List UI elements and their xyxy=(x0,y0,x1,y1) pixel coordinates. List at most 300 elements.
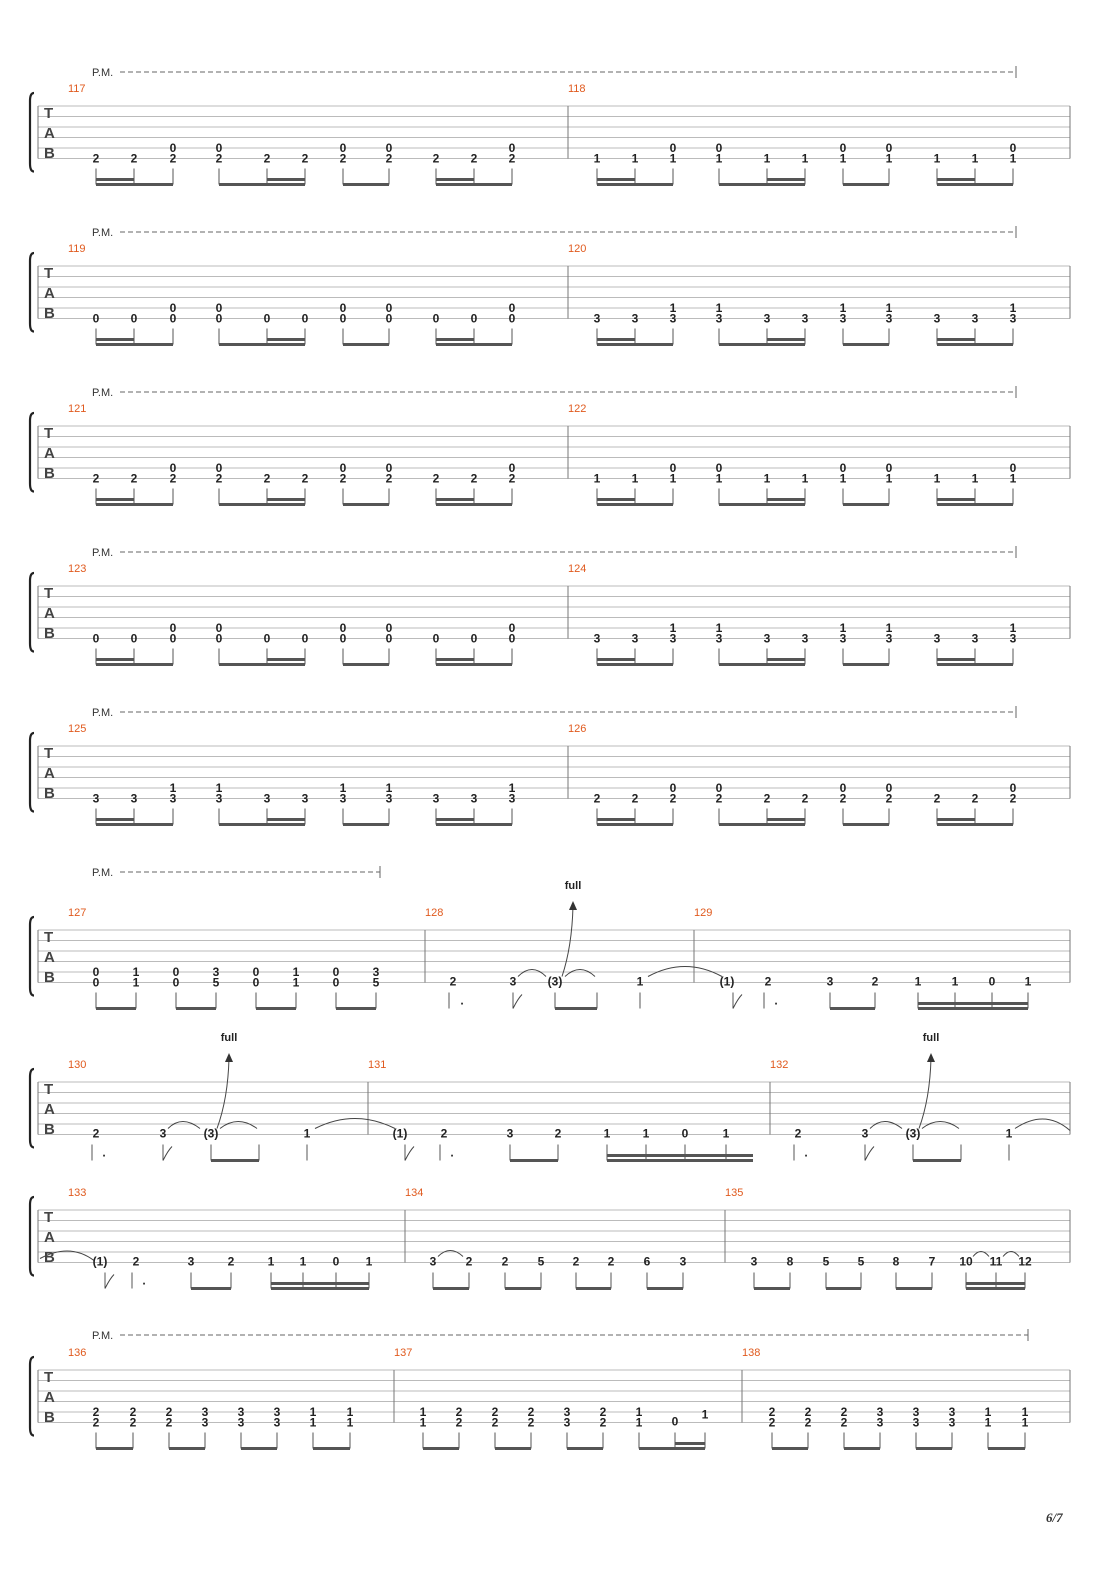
tab-clef-t: T xyxy=(44,425,54,442)
fret-number: 2 xyxy=(455,1405,463,1419)
tab-clef-b: B xyxy=(44,1249,55,1266)
fret-number: 3 xyxy=(301,791,309,806)
fret-number: 3 xyxy=(432,791,440,806)
fret-number: 2 xyxy=(554,1126,562,1141)
fret-number: 2 xyxy=(92,1126,100,1141)
tab-clef-a: A xyxy=(44,445,55,462)
fret-number: 0 xyxy=(252,975,260,990)
fret-number: 0 xyxy=(339,301,347,315)
fret-number: 0 xyxy=(169,301,177,315)
fret-number: 0 xyxy=(339,631,347,646)
tab-clef-a: A xyxy=(44,949,55,966)
measure-number: 136 xyxy=(68,1347,87,1359)
fret-number: 2 xyxy=(227,1254,235,1269)
fret-number: 5 xyxy=(372,975,380,990)
measure-number: 129 xyxy=(694,907,713,919)
fret-number: 0 xyxy=(92,975,100,990)
tab-clef-a: A xyxy=(44,1229,55,1246)
fret-number: 2 xyxy=(764,974,772,989)
fret-number: 2 xyxy=(840,1415,848,1430)
fret-number: 2 xyxy=(263,471,271,486)
fret-number: 0 xyxy=(339,311,347,326)
fret-number: 0 xyxy=(1009,781,1017,795)
fret-number: 1 xyxy=(885,301,893,315)
fret-number: 1 xyxy=(169,781,177,795)
fret-number: 2 xyxy=(768,1405,776,1419)
fret-number: 2 xyxy=(593,791,601,806)
fret-number: 2 xyxy=(165,1405,173,1419)
fret-number: 1 xyxy=(669,301,677,315)
tab-clef-a: A xyxy=(44,1101,55,1118)
fret-number: 1 xyxy=(636,974,644,989)
fret-number: 0 xyxy=(715,141,723,155)
staff-brace xyxy=(30,1069,34,1148)
dot: . xyxy=(102,1145,106,1160)
fret-number: 2 xyxy=(130,471,138,486)
fret-number: 0 xyxy=(339,461,347,475)
fret-number: 3 xyxy=(826,974,834,989)
bend-arrow xyxy=(927,1053,935,1062)
tab-clef-b: B xyxy=(44,305,55,322)
tab-clef-a: A xyxy=(44,605,55,622)
fret-number: 2 xyxy=(432,471,440,486)
fret-number: 1 xyxy=(1005,1126,1013,1141)
fret-number: 3 xyxy=(509,974,517,989)
fret-number: 0 xyxy=(385,461,393,475)
fret-number: 3 xyxy=(876,1405,884,1419)
fret-number: 3 xyxy=(750,1254,758,1269)
fret-number: 1 xyxy=(593,151,601,166)
measure-number: 117 xyxy=(68,83,86,95)
tab-clef-b: B xyxy=(44,625,55,642)
fret-number: 0 xyxy=(885,781,893,795)
fret-number: 0 xyxy=(470,631,478,646)
fret-number: 1 xyxy=(419,1415,427,1430)
measure-number: 132 xyxy=(770,1059,789,1071)
fret-number: 0 xyxy=(169,621,177,635)
fret-number: 2 xyxy=(130,151,138,166)
fret-number: 2 xyxy=(465,1254,473,1269)
fret-number: 2 xyxy=(669,791,677,806)
palm-mute-label: P.M. xyxy=(92,227,114,239)
fret-number: 1 xyxy=(715,471,723,486)
fret-number: 0 xyxy=(332,1254,340,1269)
fret-number: 0 xyxy=(385,631,393,646)
fret-number: 1 xyxy=(1009,301,1017,315)
fret-number: 0 xyxy=(215,301,223,315)
fret-number: 0 xyxy=(215,631,223,646)
fret-number: 2 xyxy=(885,791,893,806)
fret-number: 0 xyxy=(172,975,180,990)
tie xyxy=(1015,1119,1070,1131)
tab-clef-a: A xyxy=(44,285,55,302)
fret-number: 2 xyxy=(92,471,100,486)
fret-number: 1 xyxy=(267,1254,275,1269)
dot: . xyxy=(774,993,778,1008)
fret-number: 1 xyxy=(303,1126,311,1141)
fret-number: 0 xyxy=(130,311,138,326)
fret-number: 0 xyxy=(172,965,180,979)
fret-number: 0 xyxy=(508,141,516,155)
fret-number: 1 xyxy=(508,781,516,795)
fret-number: 0 xyxy=(339,141,347,155)
fret-number: 3 xyxy=(429,1254,437,1269)
fret-number: 3 xyxy=(971,631,979,646)
fret-number: 2 xyxy=(871,974,879,989)
measure-number: 121 xyxy=(68,403,87,415)
fret-number: 2 xyxy=(165,1415,173,1430)
tab-clef-t: T xyxy=(44,745,54,762)
tab-clef-t: T xyxy=(44,1369,54,1386)
fret-number: 3 xyxy=(508,791,516,806)
fret-number: 1 xyxy=(642,1126,650,1141)
measure-number: 137 xyxy=(394,1347,413,1359)
fret-number: 3 xyxy=(563,1405,571,1419)
bend-label: full xyxy=(564,880,582,892)
tab-clef-t: T xyxy=(44,929,54,946)
fret-number: 3 xyxy=(339,791,347,806)
fret-number: 1 xyxy=(215,781,223,795)
fret-number: 0 xyxy=(1009,141,1017,155)
fret-number: 2 xyxy=(470,471,478,486)
fret-number: 2 xyxy=(455,1415,463,1430)
fret-number: 2 xyxy=(840,1405,848,1419)
bend-label: full xyxy=(220,1032,238,1044)
fret-number: 2 xyxy=(169,151,177,166)
fret-number: 3 xyxy=(715,311,723,326)
fret-number: 2 xyxy=(599,1405,607,1419)
fret-number: 0 xyxy=(339,621,347,635)
fret-number: 2 xyxy=(491,1405,499,1419)
page-number: 6/7 xyxy=(1046,1510,1063,1525)
fret-number: 1 xyxy=(971,471,979,486)
fret-number: 3 xyxy=(971,311,979,326)
fret-number: 0 xyxy=(839,461,847,475)
tab-clef-t: T xyxy=(44,1081,54,1098)
tab-clef-t: T xyxy=(44,105,54,122)
fret-number: 0 xyxy=(92,965,100,979)
fret-number: 1 xyxy=(984,1405,992,1419)
tie xyxy=(518,970,546,977)
fret-number: 2 xyxy=(839,791,847,806)
fret-number: 1 xyxy=(839,471,847,486)
fret-number: 3 xyxy=(169,791,177,806)
fret-number: 1 xyxy=(839,621,847,635)
fret-number: 3 xyxy=(679,1254,687,1269)
fret-number: 3 xyxy=(1009,631,1017,646)
fret-number: 2 xyxy=(385,151,393,166)
fret-number: 11 xyxy=(989,1254,1003,1269)
fret-number: 0 xyxy=(385,621,393,635)
fret-number: 0 xyxy=(215,621,223,635)
fret-number: 1 xyxy=(309,1415,317,1430)
fret-number: 3 xyxy=(839,631,847,646)
fret-number: 2 xyxy=(971,791,979,806)
fret-number: 0 xyxy=(669,141,677,155)
bend-curve xyxy=(919,1058,931,1129)
tab-clef-a: A xyxy=(44,125,55,142)
fret-number: 10 xyxy=(959,1254,973,1269)
fret-number: 1 xyxy=(365,1254,373,1269)
fret-number: 0 xyxy=(215,461,223,475)
fret-number: 3 xyxy=(159,1126,167,1141)
fret-number: 0 xyxy=(508,631,516,646)
fret-number: 0 xyxy=(508,311,516,326)
fret-number: 1 xyxy=(933,151,941,166)
tab-clef-b: B xyxy=(44,1409,55,1426)
fret-number: 3 xyxy=(763,631,771,646)
fret-number: 3 xyxy=(1009,311,1017,326)
tie xyxy=(922,1122,959,1129)
tab-clef-a: A xyxy=(44,765,55,782)
dot: . xyxy=(450,1145,454,1160)
fret-number: 1 xyxy=(631,471,639,486)
fret-number: 1 xyxy=(763,471,771,486)
fret-number: 0 xyxy=(885,141,893,155)
fret-number: 2 xyxy=(470,151,478,166)
fret-number: 2 xyxy=(263,151,271,166)
fret-number: 2 xyxy=(129,1405,137,1419)
fret-number: 2 xyxy=(631,791,639,806)
fret-number: 2 xyxy=(92,1405,100,1419)
measure-number: 130 xyxy=(68,1059,87,1071)
tab-clef-t: T xyxy=(44,585,54,602)
fret-number: (3) xyxy=(203,1126,219,1141)
fret-number: (1) xyxy=(392,1126,408,1141)
fret-number: 3 xyxy=(801,631,809,646)
fret-number: 3 xyxy=(801,311,809,326)
fret-number: 3 xyxy=(631,631,639,646)
fret-number: 3 xyxy=(933,631,941,646)
fret-number: 2 xyxy=(301,471,309,486)
fret-number: 0 xyxy=(215,141,223,155)
fret-number: 1 xyxy=(132,975,140,990)
staff-brace xyxy=(30,917,34,996)
fret-number: 0 xyxy=(508,461,516,475)
fret-number: 0 xyxy=(263,311,271,326)
dot: . xyxy=(804,1145,808,1160)
fret-number: 2 xyxy=(339,151,347,166)
fret-number: 3 xyxy=(669,631,677,646)
fret-number: 3 xyxy=(237,1405,245,1419)
fret-number: 0 xyxy=(839,781,847,795)
staff-brace xyxy=(30,1197,34,1276)
measure-number: 126 xyxy=(568,723,587,735)
fret-number: 1 xyxy=(839,301,847,315)
fret-number: 0 xyxy=(130,631,138,646)
fret-number: 7 xyxy=(928,1254,936,1269)
bend-arrow xyxy=(569,901,577,910)
palm-mute-label: P.M. xyxy=(92,67,114,79)
measure-number: 123 xyxy=(68,563,87,575)
fret-number: 2 xyxy=(129,1415,137,1430)
fret-number: 1 xyxy=(885,621,893,635)
fret-number: 12 xyxy=(1018,1254,1032,1269)
fret-number: 1 xyxy=(346,1405,354,1419)
fret-number: 0 xyxy=(681,1126,689,1141)
fret-number: 1 xyxy=(292,965,300,979)
dot: . xyxy=(460,993,464,1008)
tie xyxy=(870,1122,902,1129)
fret-number: 1 xyxy=(299,1254,307,1269)
fret-number: (1) xyxy=(719,974,735,989)
fret-number: 1 xyxy=(339,781,347,795)
fret-number: 2 xyxy=(440,1126,448,1141)
fret-number: 5 xyxy=(537,1254,545,1269)
measure-number: 119 xyxy=(68,243,86,255)
measure-number: 122 xyxy=(568,403,587,415)
fret-number: 3 xyxy=(263,791,271,806)
fret-number: 0 xyxy=(252,965,260,979)
tie xyxy=(168,1122,200,1129)
fret-number: 1 xyxy=(309,1405,317,1419)
fret-number: 3 xyxy=(669,311,677,326)
fret-number: 3 xyxy=(92,791,100,806)
fret-number: 2 xyxy=(385,471,393,486)
palm-mute-label: P.M. xyxy=(92,867,114,879)
fret-number: 3 xyxy=(948,1415,956,1430)
staff-brace xyxy=(30,253,34,332)
fret-number: 0 xyxy=(332,965,340,979)
fret-number: 0 xyxy=(92,311,100,326)
fret-number: 0 xyxy=(385,141,393,155)
tab-clef-a: A xyxy=(44,1389,55,1406)
fret-number: 0 xyxy=(671,1414,679,1429)
flag xyxy=(513,995,522,1009)
fret-number: 2 xyxy=(768,1415,776,1430)
tab-clef-b: B xyxy=(44,145,55,162)
fret-number: 0 xyxy=(470,311,478,326)
fret-number: 1 xyxy=(914,974,922,989)
fret-number: 2 xyxy=(599,1415,607,1430)
fret-number: 1 xyxy=(132,965,140,979)
fret-number: 3 xyxy=(187,1254,195,1269)
fret-number: 2 xyxy=(933,791,941,806)
measure-number: 118 xyxy=(568,83,586,95)
fret-number: 0 xyxy=(169,141,177,155)
measure-number: 135 xyxy=(725,1187,744,1199)
fret-number: 1 xyxy=(763,151,771,166)
fret-number: 0 xyxy=(169,461,177,475)
staff-brace xyxy=(30,93,34,172)
fret-number: 2 xyxy=(92,151,100,166)
fret-number: 0 xyxy=(885,461,893,475)
fret-number: 3 xyxy=(631,311,639,326)
fret-number: 0 xyxy=(301,631,309,646)
fret-number: 3 xyxy=(861,1126,869,1141)
fret-number: 1 xyxy=(885,471,893,486)
tab-clef-b: B xyxy=(44,785,55,802)
fret-number: 3 xyxy=(506,1126,514,1141)
tie xyxy=(220,1122,257,1129)
palm-mute-label: P.M. xyxy=(92,547,114,559)
fret-number: 3 xyxy=(948,1405,956,1419)
fret-number: 2 xyxy=(572,1254,580,1269)
fret-number: 0 xyxy=(432,311,440,326)
fret-number: 1 xyxy=(669,621,677,635)
fret-number: 2 xyxy=(804,1415,812,1430)
fret-number: 3 xyxy=(763,311,771,326)
fret-number: 2 xyxy=(215,471,223,486)
measure-number: 131 xyxy=(368,1059,387,1071)
measure-number: 125 xyxy=(68,723,87,735)
flag xyxy=(105,1275,114,1289)
fret-number: 1 xyxy=(1009,471,1017,486)
fret-number: 1 xyxy=(1024,974,1032,989)
fret-number: 3 xyxy=(593,631,601,646)
fret-number: 3 xyxy=(715,631,723,646)
staff-brace xyxy=(30,573,34,652)
measure-number: 138 xyxy=(742,1347,761,1359)
fret-number: 0 xyxy=(508,301,516,315)
fret-number: 0 xyxy=(1009,461,1017,475)
fret-number: 2 xyxy=(508,471,516,486)
fret-number: 2 xyxy=(804,1405,812,1419)
fret-number: 0 xyxy=(92,631,100,646)
fret-number: 5 xyxy=(212,975,220,990)
fret-number: 0 xyxy=(508,621,516,635)
fret-number: 2 xyxy=(501,1254,509,1269)
fret-number: 1 xyxy=(701,1407,709,1422)
fret-number: 3 xyxy=(237,1415,245,1430)
fret-number: 2 xyxy=(527,1415,535,1430)
fret-number: 1 xyxy=(419,1405,427,1419)
fret-number: 3 xyxy=(839,311,847,326)
tie xyxy=(565,970,595,977)
measure-number: 124 xyxy=(568,563,587,575)
bend-curve xyxy=(562,906,573,977)
fret-number: 3 xyxy=(215,791,223,806)
fret-number: 8 xyxy=(892,1254,900,1269)
fret-number: 2 xyxy=(508,151,516,166)
dot: . xyxy=(142,1273,146,1288)
fret-number: 5 xyxy=(857,1254,865,1269)
fret-number: 1 xyxy=(346,1415,354,1430)
fret-number: 1 xyxy=(801,151,809,166)
fret-number: 2 xyxy=(449,974,457,989)
staff-brace xyxy=(30,413,34,492)
fret-number: 3 xyxy=(933,311,941,326)
fret-number: 1 xyxy=(631,151,639,166)
fret-number: 0 xyxy=(432,631,440,646)
fret-number: 0 xyxy=(715,781,723,795)
fret-number: 1 xyxy=(669,151,677,166)
fret-number: 3 xyxy=(885,311,893,326)
tab-clef-b: B xyxy=(44,969,55,986)
fret-number: 3 xyxy=(876,1415,884,1430)
fret-number: (1) xyxy=(92,1254,108,1269)
fret-number: 0 xyxy=(385,311,393,326)
fret-number: 2 xyxy=(794,1126,802,1141)
fret-number: 2 xyxy=(339,471,347,486)
fret-number: 2 xyxy=(801,791,809,806)
fret-number: 1 xyxy=(715,151,723,166)
fret-number: 3 xyxy=(912,1415,920,1430)
fret-number: 5 xyxy=(822,1254,830,1269)
fret-number: 0 xyxy=(669,781,677,795)
fret-number: 1 xyxy=(635,1405,643,1419)
fret-number: 0 xyxy=(301,311,309,326)
fret-number: 3 xyxy=(130,791,138,806)
fret-number: 1 xyxy=(715,301,723,315)
fret-number: 3 xyxy=(372,965,380,979)
fret-number: 3 xyxy=(273,1415,281,1430)
fret-number: 3 xyxy=(885,631,893,646)
staff-brace xyxy=(30,1357,34,1436)
fret-number: 3 xyxy=(273,1405,281,1419)
staff-brace xyxy=(30,733,34,812)
fret-number: 1 xyxy=(715,621,723,635)
